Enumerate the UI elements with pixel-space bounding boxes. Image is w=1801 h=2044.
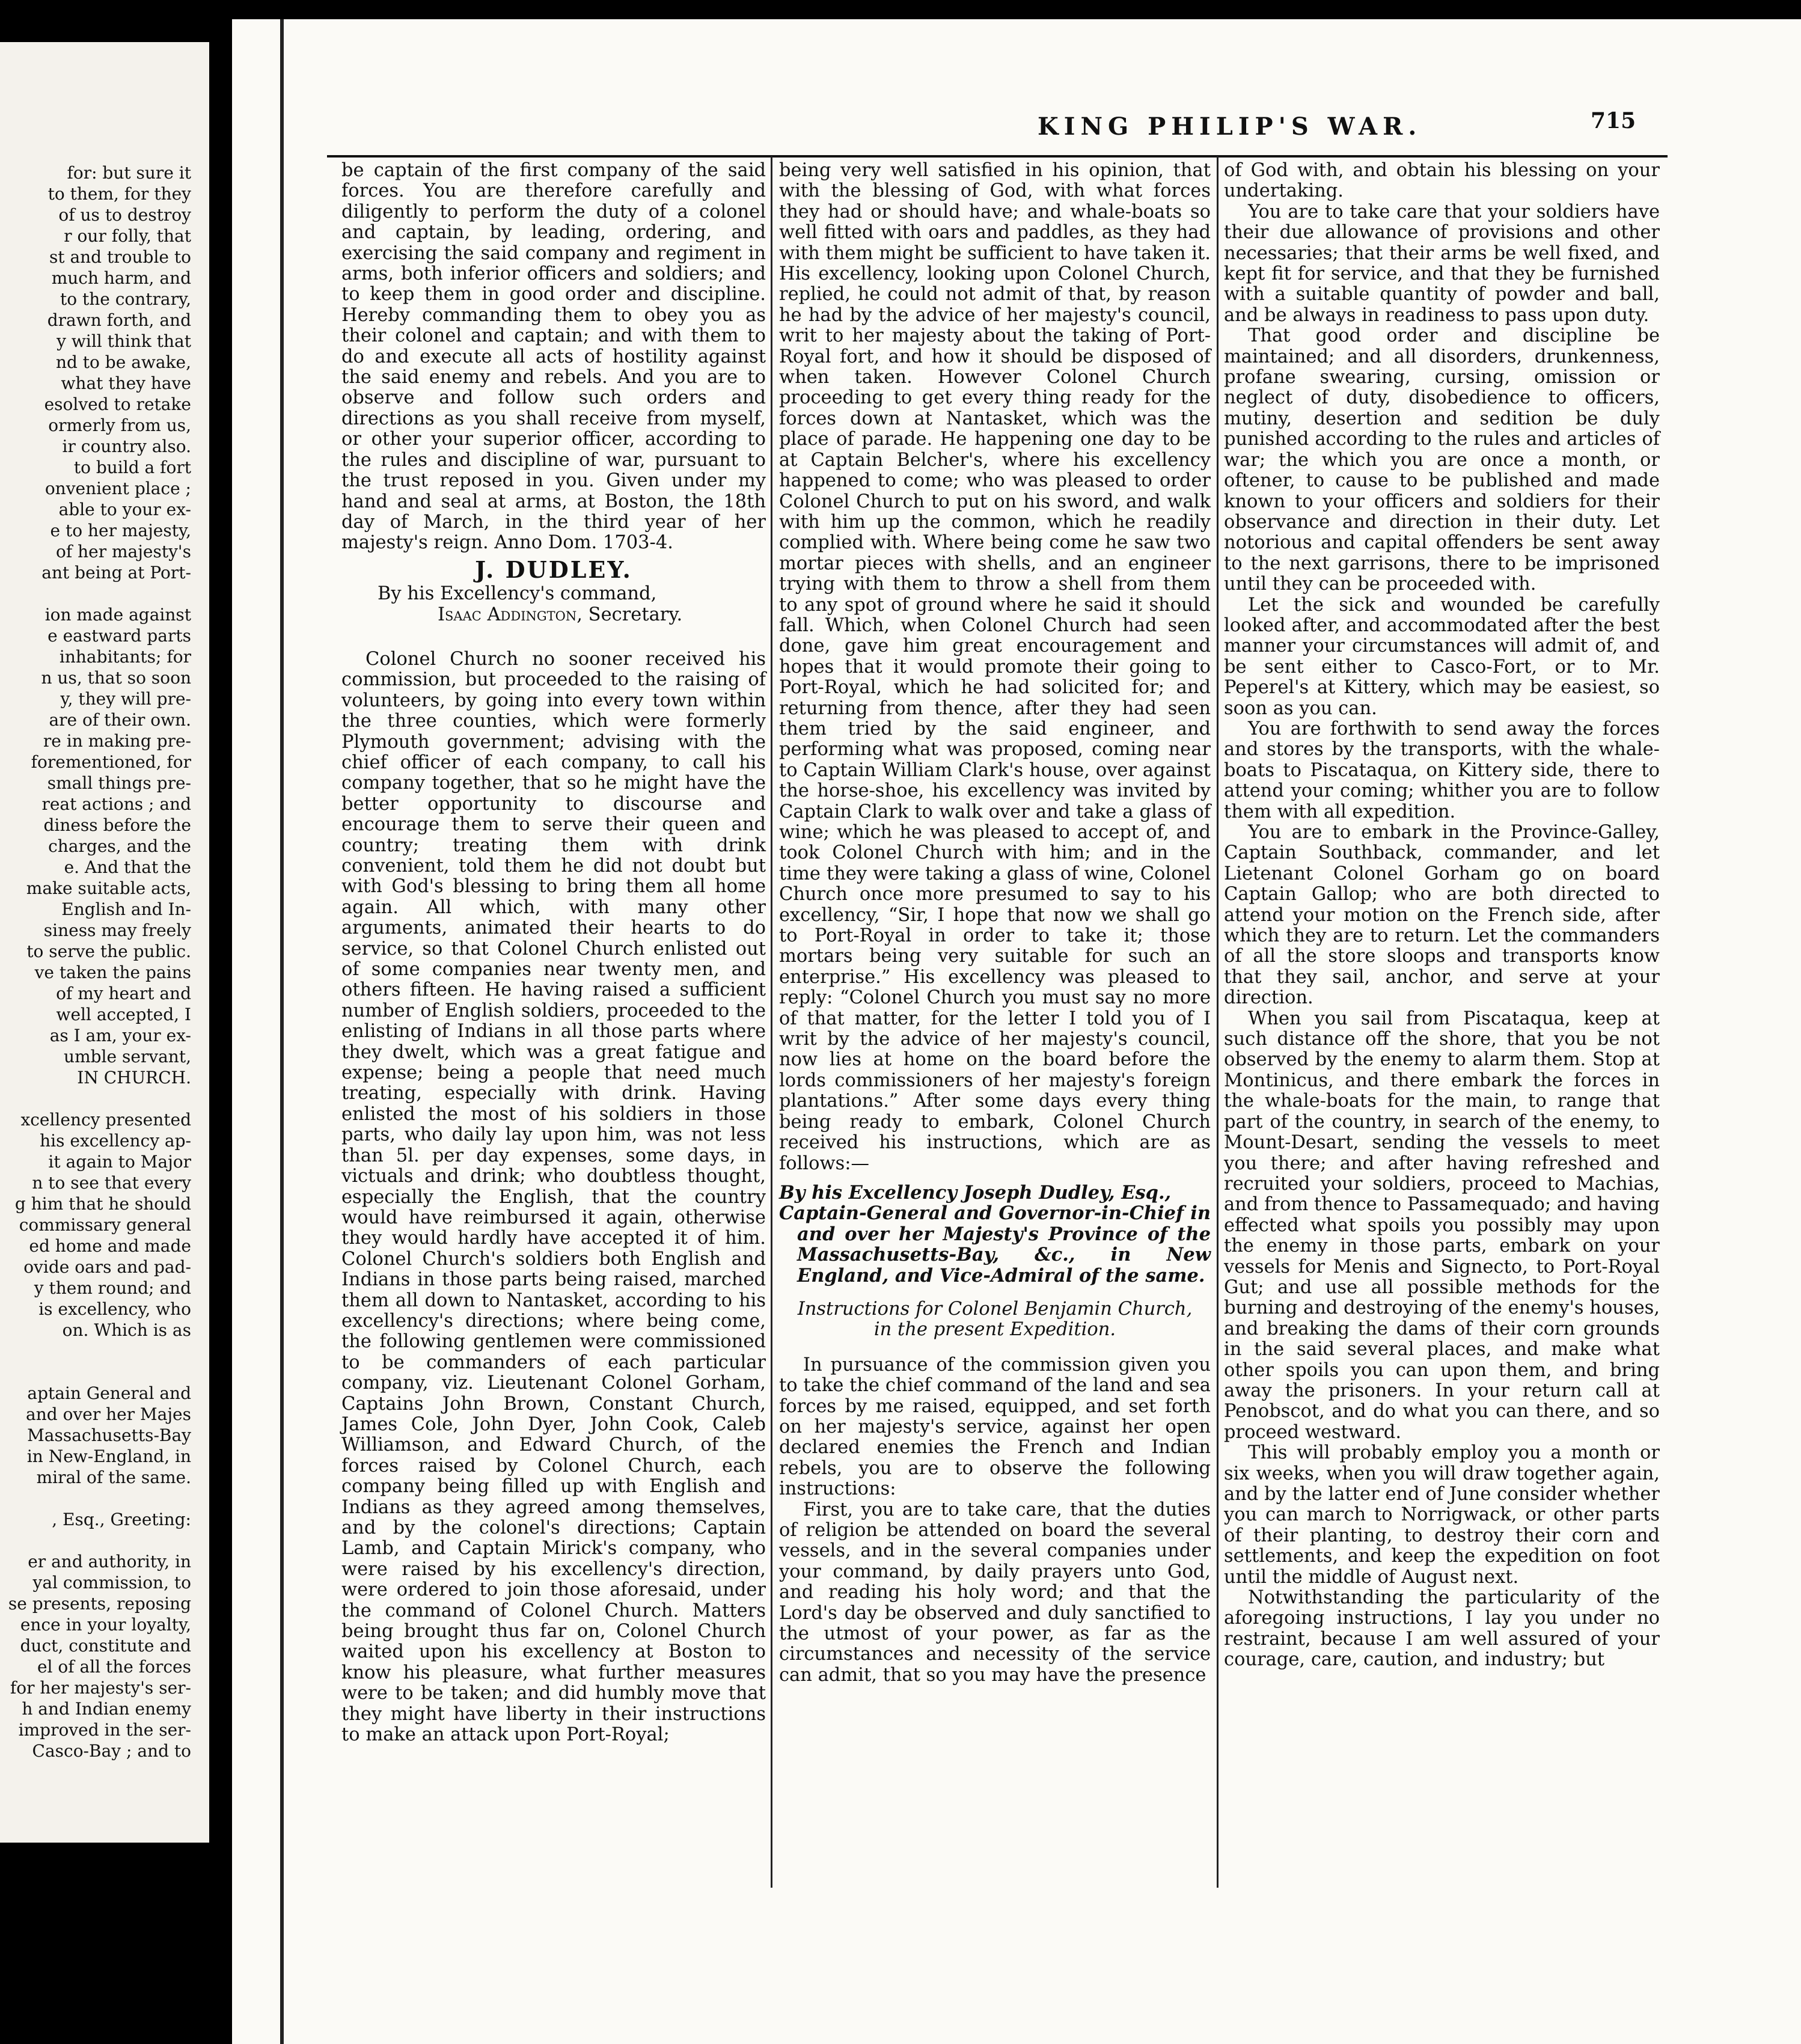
adjacent-page-line: esolved to retake — [44, 394, 191, 414]
adjacent-page-line — [0, 1362, 209, 1383]
book-page — [232, 19, 1801, 2044]
instructions-paragraph: This will probably employ you a month or six weeks, when you will draw together again, and by the latter end of June consider whether you can march to Norrigwack, or other parts of their planting, to destroy their corn and settlements, and keep the expedition on foot until the middle of August next. — [1224, 1442, 1660, 1588]
adjacent-page-line: y, they will pre- — [60, 689, 191, 709]
adjacent-page-line — [0, 583, 209, 604]
adjacent-page-line: in New-England, in — [26, 1446, 191, 1466]
running-title: KING PHILIP'S WAR. — [1038, 112, 1422, 141]
adjacent-page-line: small things pre- — [47, 773, 191, 793]
adjacent-page-line: forementioned, for — [31, 752, 191, 772]
adjacent-page-line: much harm, and — [51, 268, 191, 288]
adjacent-page-line — [0, 1488, 209, 1509]
adjacent-page-line: as I am, your ex- — [49, 1026, 191, 1045]
adjacent-page-line: duct, constitute and — [20, 1636, 191, 1656]
header-rule — [327, 155, 1668, 158]
column-rule-1 — [771, 156, 772, 1888]
adjacent-page-line: his excellency ap- — [40, 1131, 191, 1151]
adjacent-page-line: el of all the forces — [37, 1657, 191, 1677]
adjacent-page-line: miral of the same. — [36, 1467, 191, 1487]
adjacent-page-line: e to her majesty, — [50, 521, 191, 540]
adjacent-page-line: n to see that every — [32, 1173, 191, 1193]
page-gutter-rule — [280, 19, 284, 2044]
instructions-paragraph: When you sail from Piscataqua, keep at such distance off the shore, that you be not observed by the enemy to alarm them. Stop at Montinicus, and there embark the forces in the whale-boats for the main, to range that part of the country, in search of the enemy, to Mount-Desart, sending the vessels to meet you there; and after having refreshed and recruited your soldiers, proceed to Machias, and from thence to Passamequado; and having effected what spoils you possibly may upon the enemy in those parts, embark on your vessels for Menis and Signecto, to Port-Royal Gut; and use all possible methods for the burning and destroying of the enemy's houses, and breaking the dams of their corn grounds in the said several places, and make what other spoils you can upon them, and bring away the prisoners. In your return call at Penobscot, and do what you can there, and so proceed westward. — [1224, 1008, 1660, 1443]
adjacent-page-line: what they have — [61, 373, 191, 393]
adjacent-page-line: on. Which is as — [62, 1320, 191, 1340]
adjacent-page-line: e eastward parts — [47, 626, 191, 646]
adjacent-page-line: ormerly from us, — [48, 415, 191, 435]
adjacent-page-text — [0, 162, 209, 1761]
adjacent-page-line: to them, for they — [47, 184, 191, 204]
commission-text: be captain of the first company of the said forces. You are therefore carefully and diligently to perform the duty of a colonel and captain, by leading, ordering, and exercising the said company and regiment in arms, both inferior officers and soldiers; and to keep them in good order and discipline. Hereby commanding them to obey you as their colonel and captain; and with them to do and execute all acts of hostility against the said enemy and rebels. And you are to observe and follow such orders and directions as you shall receive from myself, or other your superior officer, according to the rules and discipline of war, pursuant to the trust reposed in you. Given under my hand and seal at arms, at Boston, the 18th day of March, in the third year of her majesty's reign. Anno Dom. 1703-4. — [341, 160, 766, 554]
adjacent-page-line: to serve the public. — [26, 941, 191, 961]
adjacent-page-line: reat actions ; and — [41, 794, 191, 814]
adjacent-page-line: to the contrary, — [60, 289, 191, 309]
adjacent-page-line: of us to destroy — [58, 205, 191, 225]
secretary-title: Secretary. — [588, 604, 683, 625]
adjacent-page-line: re in making pre- — [43, 731, 191, 751]
page-number: 715 — [1591, 108, 1636, 133]
instructions-paragraph: You are to take care that your soldiers have their due allowance of provisions and other necessaries; that their arms be well fixed, and kept fit for service, and that they be furnished with a suitable quantity of powder and ball, and be always in readiness to pass upon duty. — [1224, 201, 1660, 326]
proclamation-line: By his Excellency Joseph Dudley, Esq., — [779, 1181, 1172, 1204]
adjacent-page-line: n us, that so soon — [41, 668, 191, 688]
adjacent-page-line: y them round; and — [34, 1278, 191, 1298]
adjacent-page-line: ed home and made — [29, 1236, 191, 1256]
instructions-paragraph: In pursuance of the commission given you to take the chief command of the land and sea forces by me raised, equipped, and set forth on her majesty's service, against her open declared enemies the French and Indian rebels, you are to observe the following instructions: — [779, 1354, 1211, 1500]
adjacent-page-line: , Esq., Greeting: — [52, 1510, 191, 1529]
adjacent-page-line: ence in your loyalty, — [20, 1615, 191, 1635]
adjacent-page-line: of her majesty's — [55, 542, 191, 561]
adjacent-page-line: for: but sure it — [67, 163, 191, 183]
secretary-line — [341, 605, 766, 625]
text-column-2 — [779, 161, 1211, 1686]
instructions-paragraph: First, you are to take care, that the duties of religion be attended on board the several vessels, and in the several companies under your command, by daily prayers unto God, and reading his holy word; and that the Lord's day be observed and duly sanctified to the utmost of your power, as far as the circumstances and necessity of the service can admit, that so you may have the presence — [779, 1499, 1211, 1686]
adjacent-page-line: English and In- — [61, 899, 191, 919]
adjacent-page-line: nd to be awake, — [55, 352, 191, 372]
adjacent-page-line: IN CHURCH. — [77, 1068, 191, 1088]
instructions-paragraph: Let the sick and wounded be carefully looked after, and accommodated after the best manner your circumstances will admit of, and be sent either to Casco-Fort, or to Mr. Peperel's at Kittery, which may be easiest, so soon as you can. — [1224, 594, 1660, 719]
text-column-1 — [341, 161, 766, 1745]
column-rule-2 — [1217, 156, 1219, 1888]
adjacent-page-line: make suitable acts, — [26, 878, 191, 898]
secretary-name: Isaac Addington, — [438, 604, 582, 625]
adjacent-page-line: ion made against — [44, 605, 191, 625]
narrative-paragraph: Colonel Church no sooner received his commission, but proceeded to the raising of volunteers, by going into every town within the three counties, which were formerly Plymouth government; advising with the chief officer of each company, to call his company together, that so he might have the better opportunity to discourse and encourage them to serve their queen and country; treating them with drink convenient, told them he did not doubt but with God's blessing to bring them all home again. All which, with many other arguments, animated their hearts to do service, so that Colonel Church enlisted out of some companies near twenty men, and others fifteen. He having raised a sufficient number of English soldiers, proceeded to the enlisting of Indians in all those parts where they dwelt, which was a great fatigue and expense; being a people that need much treating, especially with drink. Having enlisted the most of his soldiers in those parts, who daily lay upon him, was not less than 5l. per day expenses, some days, in victuals and drink; who doubtless thought, especially the English, that the country would have reimbursed it again, otherwise they would hardly have accepted it of him. Colonel Church's soldiers both English and Indians in those parts being raised, marched them all down to Nantasket, according to his excellency's directions; where being come, the following gentlemen were commissioned to be commanders of each particular company, viz. Lieutenant Colonel Gorham, Captains John Brown, Constant Church, James Cole, John Dyer, John Cook, Caleb Williamson, and Edward Church, of the forces raised by Colonel Church, each company being filled up with English and Indians as they agreed among themselves, and by the colonel's directions; Captain Lamb, and Captain Mirick's company, who were raised by his excellency's direction, were ordered to join those aforesaid, under the command of Colonel Church. Matters being brought thus far on, Colonel Church waited upon his excellency at Boston to know his pleasure, what further measures were to be taken; and did humbly move that they might have liberty in their instructions to make an attack upon Port-Royal; — [341, 648, 766, 1746]
adjacent-page-line: of my heart and — [56, 984, 191, 1003]
adjacent-page-line: and over her Majes — [26, 1404, 191, 1424]
adjacent-page-line: r our folly, that — [64, 226, 191, 246]
adjacent-page-line: it again to Major — [48, 1152, 191, 1172]
adjacent-page-line: st and trouble to — [49, 247, 191, 267]
adjacent-page-line: Massachusetts-Bay — [27, 1425, 191, 1445]
adjacent-page-line: umble servant, — [64, 1047, 191, 1066]
adjacent-page-line — [0, 1088, 209, 1109]
instructions-title: Instructions for Colonel Benjamin Church, in the present Expedition. — [797, 1298, 1193, 1341]
adjacent-page-line: y will think that — [57, 331, 191, 351]
narrative-paragraph: being very well satisfied in his opinion, that with the blessing of God, with what forces they had or should have; and whale-boats so well fitted with oars and paddles, as they had with them might be sufficient to have taken it. His excellency, looking upon Colonel Church, replied, he could not admit of that, by reason he had by the advice of her majesty's council, writ to her majesty about the taking of Port-Royal fort, and how it should be disposed of when taken. However Colonel Church proceeding to get every thing ready for the forces down at Nantasket, which was the place of parade. He happening one day to be at Captain Belcher's, where his excellency happened to come; who was pleased to order Colonel Church to put on his sword, and walk with him up the common, which he readily complied with. Where being come he saw two mortar pieces with shells, and an engineer trying with them to throw a shell from them to any spot of ground where he said it should fall. Which, when Colonel Church had seen done, gave him great encouragement and hopes that it would promote their going to Port-Royal, which he had solicited for; and returning from thence, after they had seen them tried by the said engineer, and performing what was proposed, coming near to Captain William Clark's house, over against the horse-shoe, his excellency was invited by Captain Clark to walk over and take a glass of wine; which he was pleased to accept of, and took Colonel Church with him; and in the time they were taking a glass of wine, Colonel Church once more presumed to say to his excellency, “Sir, I hope that now we shall go to Port-Royal in order to take it; those mortars being very suitable for such an enterprise.” His excellency was pleased to reply: “Colonel Church you must say no more of that matter, for the letter I told you of I writ by the advice of her majesty's council, now lies at home on the board before the lords commissioners of her majesty's foreign plantations.” After some days every thing being ready to embark, Colonel Church received his instructions, which are as follows:— — [779, 160, 1211, 1174]
adjacent-page-line: aptain General and — [27, 1383, 191, 1403]
adjacent-page-line: h and Indian enemy — [22, 1699, 191, 1719]
adjacent-page-line: improved in the ser- — [18, 1720, 191, 1740]
adjacent-page-line: able to your ex- — [58, 500, 191, 519]
proclamation-heading — [779, 1183, 1211, 1286]
adjacent-page-line: xcellency presented — [20, 1110, 191, 1130]
instructions-paragraph: You are to embark in the Province-Galley, Captain Southback, commander, and let Lietenant Colonel Gorham go on board Captain Gallop; who are both directed to attend your motion on the French side, after which they are to return. Let the commanders of all the store sloops and transports know that they sail, anchor, and serve at your direction. — [1224, 822, 1660, 1009]
text-column-3 — [1224, 161, 1660, 1671]
instructions-paragraph: Notwithstanding the particularity of the aforegoing instructions, I lay you under no restraint, because I am well assured of your courage, care, caution, and industry; but — [1224, 1587, 1660, 1671]
adjacent-page-line: er and authority, in — [28, 1552, 191, 1571]
adjacent-page-left — [0, 42, 209, 1843]
adjacent-page-line: onvenient place ; — [44, 479, 191, 498]
adjacent-page-line: charges, and the — [48, 836, 191, 856]
adjacent-page-line: is excellency, who — [38, 1299, 191, 1319]
adjacent-page-line: well accepted, I — [56, 1005, 191, 1024]
adjacent-page-line: ovide oars and pad- — [23, 1257, 191, 1277]
adjacent-page-line: diness before the — [43, 815, 191, 835]
command-line: By his Excellency's command, — [378, 583, 657, 605]
proclamation-line: Captain-General and Governor-in-Chief in and over her Majesty's Province of the Massachusetts-Bay, &c., in New England, and Vice-Admiral of the same. — [779, 1202, 1211, 1287]
adjacent-page-line: to build a fort — [73, 457, 191, 477]
adjacent-page-line: Casco-Bay ; and to — [32, 1741, 191, 1761]
adjacent-page-line: siness may freely — [43, 920, 191, 940]
adjacent-page-line: se presents, reposing — [8, 1594, 191, 1614]
adjacent-page-line: inhabitants; for — [59, 647, 191, 667]
adjacent-page-line: yal commission, to — [32, 1573, 191, 1593]
adjacent-page-line: commissary general — [19, 1215, 191, 1235]
signature-dudley: J. DUDLEY. — [475, 555, 632, 583]
adjacent-page-line: are of their own. — [49, 710, 191, 730]
instructions-paragraph: That good order and discipline be maintained; and all disorders, drunkenness, profane swearing, cursing, omission or neglect of duty, disobedience to officers, mutiny, desertion and sedition be duly punished according to the rules and articles of war; the which you are once a month, or oftener, to cause to be published and made known to your officers and soldiers for their observance and direction in their duty. Let notorious and capital offenders be sent away to the next garrisons, there to be imprisoned until they can be proceeded with. — [1224, 325, 1660, 595]
adjacent-page-line: ve taken the pains — [34, 962, 191, 982]
adjacent-page-line: g him that he should — [14, 1194, 191, 1214]
adjacent-page-line: e. And that the — [64, 857, 191, 877]
adjacent-page-line: ir country also. — [62, 436, 191, 456]
adjacent-page-line — [0, 1341, 209, 1362]
adjacent-page-line: ant being at Port- — [41, 563, 191, 583]
instructions-paragraph: of God with, and obtain his blessing on your undertaking. — [1224, 160, 1660, 202]
adjacent-page-line: drawn forth, and — [47, 310, 191, 330]
instructions-paragraph: You are forthwith to send away the forces and stores by the transports, with the whale-boats to Piscataqua, on Kittery side, there to attend your coming; whither you are to follow them with all expedition. — [1224, 718, 1660, 822]
adjacent-page-line: for her majesty's ser- — [10, 1678, 191, 1698]
adjacent-page-line — [0, 1530, 209, 1551]
